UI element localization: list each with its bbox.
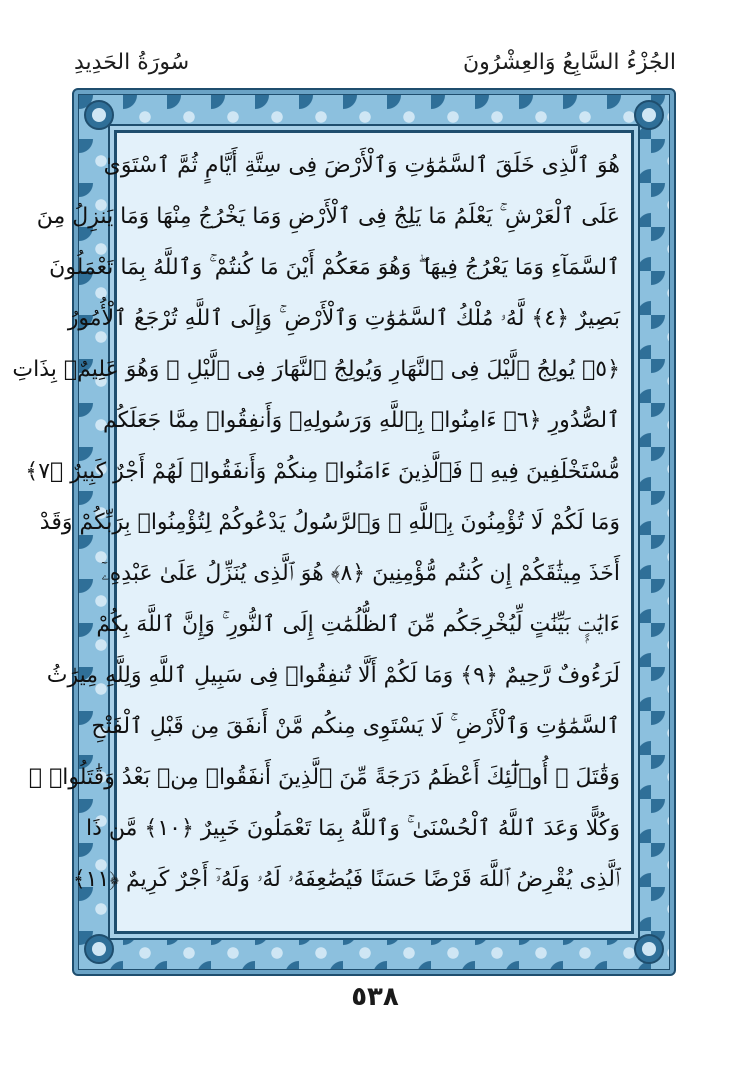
text-line: هُوَ ٱلَّذِى خَلَقَ ٱلسَّمَٰوَٰتِ وَٱلْأَرْضَ فِى سِتَّةِ أَيَّامٍ ثُمَّ ٱسْتَوَىٰ — [103, 153, 620, 178]
text-line: وَقَٰتَلَ ۚ أُو۟لَٰٓئِكَ أَعْظَمُ دَرَجَةً مِّنَ ٱلَّذِينَ أَنفَقُوا۟ مِنۢ بَعْدُ وَقَٰتَلُوا۟ ۚ — [28, 765, 620, 790]
text-line: عَلَى ٱلْعَرْشِ ۚ يَعْلَمُ مَا يَلِجُ فِى ٱلْأَرْضِ وَمَا يَخْرُجُ مِنْهَا وَمَا يَنزِلُ مِنَ — [36, 204, 620, 229]
text-line: وَكُلًّا وَعَدَ ٱللَّهُ ٱلْحُسْنَىٰ ۚ وَٱللَّهُ بِمَا تَعْمَلُونَ خَبِيرٌ ﴿١٠﴾ مَّن ذَا — [85, 816, 620, 841]
corner-ornament-icon — [82, 932, 116, 966]
text-line: ﴿٥﴾ يُولِجُ ٱلَّيْلَ فِى ٱلنَّهَارِ وَيُولِجُ ٱلنَّهَارَ فِى ٱلَّيْلِ ۚ وَهُوَ عَلِيمٌۢ بِذَاتِ — [12, 357, 620, 382]
corner-ornament-icon — [632, 932, 666, 966]
page-header — [74, 40, 676, 86]
text-line: مُّسْتَخْلَفِينَ فِيهِ ۖ فَٱلَّذِينَ ءَامَنُوا۟ مِنكُمْ وَأَنفَقُوا۟ لَهُمْ أَجْرٌ كَبِيرٌ ﴿٧﴾ — [25, 459, 620, 484]
text-line: بَصِيرٌ ﴿٤﴾ لَّهُۥ مُلْكُ ٱلسَّمَٰوَٰتِ وَٱلْأَرْضِ ۚ وَإِلَى ٱللَّهِ تُرْجَعُ ٱلْأُمُورُ — [67, 306, 620, 331]
text-line: أَخَذَ مِيثَٰقَكُمْ إِن كُنتُم مُّؤْمِنِينَ ﴿٨﴾ هُوَ ٱلَّذِى يُنَزِّلُ عَلَىٰ عَبْدِهِۦٓ — [101, 561, 620, 586]
text-line: ٱلصُّدُورِ ﴿٦﴾ ءَامِنُوا۟ بِٱللَّهِ وَرَسُولِهِۦ وَأَنفِقُوا۟ مِمَّا جَعَلَكُم — [102, 408, 620, 433]
surah-title: سُورَةُ الحَدِيدِ — [74, 50, 190, 75]
text-line: ءَايَٰتٍۭ بَيِّنَٰتٍ لِّيُخْرِجَكُم مِّنَ ٱلظُّلُمَٰتِ إِلَى ٱلنُّورِ ۚ وَإِنَّ ٱللَّهَ بِكُمْ — [96, 612, 620, 637]
text-line: ٱلسَّمَآءِ وَمَا يَعْرُجُ فِيهَا ۖ وَهُوَ مَعَكُمْ أَيْنَ مَا كُنتُمْ ۚ وَٱللَّهُ بِمَا تَعْمَلُونَ — [49, 255, 620, 280]
text-line: ٱلسَّمَٰوَٰتِ وَٱلْأَرْضِ ۚ لَا يَسْتَوِى مِنكُم مَّنْ أَنفَقَ مِن قَبْلِ ٱلْفَتْحِ — [91, 714, 620, 739]
page-number: ٥٣٨ — [351, 982, 399, 1012]
corner-ornament-icon — [82, 98, 116, 132]
text-line: لَرَءُوفٌ رَّحِيمٌ ﴿٩﴾ وَمَا لَكُمْ أَلَّا تُنفِقُوا۟ فِى سَبِيلِ ٱللَّهِ وَلِلَّهِ مِيرَٰثُ — [46, 663, 620, 688]
quran-text — [12, 140, 620, 920]
text-line: ٱلَّذِى يُقْرِضُ ٱللَّهَ قَرْضًا حَسَنًا فَيُضَٰعِفَهُۥ لَهُۥ وَلَهُۥٓ أَجْرٌ كَرِيمٌ ﴿١١﴾ — [72, 867, 620, 892]
text-line: وَمَا لَكُمْ لَا تُؤْمِنُونَ بِٱللَّهِ ۙ وَٱلرَّسُولُ يَدْعُوكُمْ لِتُؤْمِنُوا۟ بِرَبِّكُمْ وَقَدْ — [39, 510, 620, 535]
corner-ornament-icon — [632, 98, 666, 132]
juz-title: الجُزْءُ السَّابِعُ وَالعِشْرُونَ — [462, 50, 676, 75]
